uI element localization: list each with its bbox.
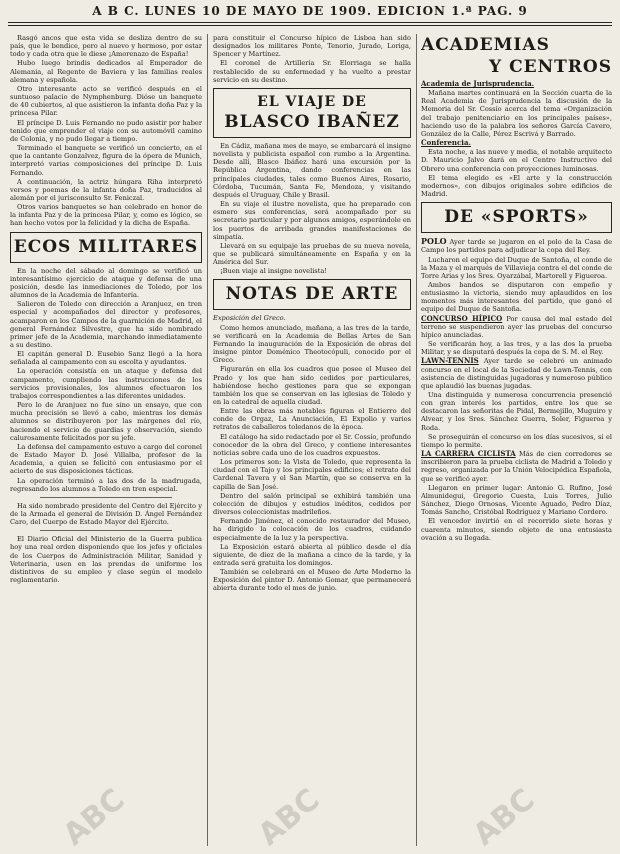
paragraph-text: Ayer tarde se jugaron en el polo de la Casa de Campo los partidos para adjudicar la copa del Rey. [421,238,612,255]
kicker: CONCURSO HÍPICO [421,313,503,323]
paragraph [421,315,612,339]
page-header: A B C. LUNES 10 DE MAYO DE 1909. EDICION 1.ª PAG. 9 [92,4,528,18]
paragraph [421,237,612,254]
paragraph: En su viaje el ilustre novelista, que ha preparado con esmero sus conferencias, será acompañado por su secretario particular y por algunos amigos, esperándole en los puertos de arribada grandes manifestaciones de simpatía. [213,200,411,241]
paragraph: La Exposición estará abierta al público desde el día siguiente, de diez de la mañana a cinco de la tarde, y la entrada será gratuita los domingos. [213,542,411,567]
section-heading-box [421,202,612,233]
paragraph: En la noche del sábado al domingo se verificó un interesantísimo ejercicio de ataque y defensa de una posición, desde las inmediaciones de Toledo, por los alumnos de la Academia de Infantería. [10,266,202,300]
paragraph: El catálogo ha sido redactado por el Sr. Cossío, profundo conocedor de la obra del Greco, y contiene interesantes noticias sobre cada uno de los cuadros expuestos. [213,432,411,457]
watermark-logo: ABC [56,782,132,853]
paragraph-text: Más de cien corredores se inscribieron para la prueba ciclista de Madrid a Toledo y regreso, organizada por la Unión Velocipédica Española, que se verificó ayer. [421,450,612,483]
separator [40,497,172,498]
paragraph: ¡Buen viaje al insigne novelista! [220,267,327,276]
kicker: LA CARRERA CICLISTA [421,449,516,459]
paragraph: Fernando Jiménez, el conocido restaurador del Museo, ha dirigido la colocación de los cuadros, cuidando especialmente de la luz y la perspectiva. [213,517,411,542]
paragraph: Pero lo de Aranjuez no fue sino un ensayo, que con mucha precisión se llevó a cabo, mientras los demás alumnos se distribuyeron por las márgenes del río, haciendo el servicio de guardias y observación, siendo calurosamente felicitados por su jefe. [10,401,202,442]
paragraph: Otro interesante acto se verificó después en el suntuoso palacio de Nymphenburg. Dióse un banquete de 40 cubiertos, al que asistieron la infanta doña Paz y la princesa Pilar. [10,84,202,118]
lead-text: Exposición del Greco. [213,314,286,323]
paragraph [421,139,612,147]
lead-polo: POLO [421,236,447,247]
kicker: LAWN-TENNIS [421,356,479,366]
paragraph [421,80,612,88]
paragraph-lead [213,314,411,322]
paragraph-text: Por causa del mal estado del terreno se suspendieron ayer las pruebas del concurso hípico anunciadas. [421,314,612,339]
paragraph: El tema elegido es «El arte y la construcción modernos», con dibujos originales sobre edificios de Madrid. [421,173,612,199]
paragraph [421,450,612,483]
kicker: Conferencia. [421,138,471,148]
paragraph: Llevará en su equipaje las pruebas de su nueva novela, que se publicará simultáneamente en España y en la América del Sur. [213,241,411,267]
paragraph: A continuación, la actriz húngara Riha interpretó versos y poemas de la infanta doña Paz, traducidos al alemán por el jurisconsulto Sr. Feniczal. [10,177,202,202]
paragraph: Rasgó ancos que esta vida se desliza dentro de su país, que le bendice, pero al nuevo y hermoso, por estar todo y cada otra que le diese ¡Amorenazo de España! [10,34,202,59]
paragraph: Entre las obras más notables figuran el Entierro del conde de Orgaz, La Anunciación, El Expolio y varios retratos de caballeros toledanos de la época. [213,407,411,432]
paragraph: Ambos bandos se disputaron con empeño y entusiasmo la victoria, siendo muy aplaudidos en los momentos más interesantes del partido, que ganó el equipo del Duque de Santoña. [421,280,612,314]
column-1 [10,34,202,585]
paragraph: Terminado el banquete se verificó un concierto, en el que la cantante Gonzalvez, figura de la ópera de Munich, interpretó varias composiciones del príncipe D. Luis Fernando. [10,144,202,177]
paragraph: Se verificarán hoy, a las tres, y a las dos la prueba Militar, y se disputará después la copa de S. M. el Rey. [421,340,612,357]
separator [40,530,172,531]
column-divider-1 [207,34,208,846]
section-title-ecos-militares: ECOS MILITARES [13,236,199,257]
column-3 [421,34,612,543]
section-heading-box [213,279,411,310]
paragraph: La operación consistía en un ataque y defensa del campamento, cumpliendo las instrucciones de los servicios provisionales, los alumnos efectuaron los trabajos correspondientes a las diferentes unidades. [10,367,202,400]
paragraph: La operación terminó a las dos de la madrugada, regresando los alumnos a Toledo en tren especial. [10,476,202,493]
paragraph: para constituir el Concurso hípico de Lisboa han sido designados los militares Ponte, Tenorio, Jurado, Loriga, Spencer y Martínez. [213,34,411,59]
section-title-blasco-ibanez: BLASCO IBAÑEZ [224,111,400,132]
paragraph: Figurarán en ella los cuadros que posee el Museo del Prado y los que han sido cedidos por particulares, habiéndose hecho gestiones para que se expongan también los que se conservan en las iglesias de Toledo y en la catedral de aquella ciudad. [213,365,411,406]
section-title-academias: ACADEMIAS [421,35,550,55]
section-title-y-centros: Y CENTROS [489,57,612,77]
paragraph: Los primeros son: la Vista de Toledo, que representa la ciudad con el Tajo y los principales edificios; el retrato del Cardenal Tavera y el San Martín, que se conserva en la capilla de San José. [213,458,411,491]
paragraph: El capitán general D. Eusebio Sanz llegó a la hora señalada al campamento con su escolta y ayudantes. [10,350,202,367]
paragraph: Esta noche, a las nueve y media, el notable arquitecto D. Mauricio Jalvo dará en el Centro Instructivo del Obrero una conferencia con proyecciones luminosas. [421,148,612,173]
paragraph: Salieron de Toledo con dirección a Aranjuez, en tren especial y acompañados del director y profesores, acamparon en los Campos de la guarnición de Madrid, el general Fernández Silvestre, que ha sido nombrado primer jefe de la Academia, marchando inmediatamente a su destino. [10,300,202,349]
section-title-el-viaje: EL VIAJE DE [257,93,367,110]
paragraph: Dentro del salón principal se exhibirá también una colección de dibujos y estudios inéditos, cedidos por diversos coleccionistas madrileños. [213,491,411,517]
paragraph: El príncipe D. Luis Fernando no pudo asistir por haber tenido que emprender el viaje con su automóvil camino de Colonia, y no pudo llegar a tiempo. [10,118,202,143]
watermark-logo: ABC [466,782,542,853]
watermark-logo: ABC [251,782,327,853]
paragraph: Otros varios banquetes se han celebrado en honor de la infanta Paz y de la princesa Pilar, y, como es lógico, se han hecho votos por la felicidad y la dicha de España. [10,203,202,228]
paragraph-text: Ayer tarde se celebró un animado concurso en el local de la Sociedad de Lawn-Tennis, con asistencia de distinguidas jugadoras y numeroso público que aplaudió las buenas jugadas. [421,357,612,390]
paragraph: Mañana martes continuará en la Sección cuarta de la Real Academia de Jurisprudencia la discusión de la Memoria del Sr. Cossío acerca del tema «Organización del trabajo penitenciario en los principales países», haciendo uso de la palabra los señores García Cavero, González de la Calle, Pérez Escrivá y Barrado. [421,89,612,138]
section-title-de-sports: DE «SPORTS» [444,207,589,228]
paragraph: Hubo luego brindis dedicados al Emperador de Alemania, al Regente de Baviera y las familias reales alemana y española. [10,59,202,84]
paragraph: Se proseguirán el concurso en los días sucesivos, si el tiempo lo permite. [421,432,612,449]
paragraph: El vencedor invirtió en el recorrido siete horas y cuarenta minutos, siendo objeto de una entusiasta ovación a su llegada. [421,517,612,542]
header-rule-bottom [8,25,612,26]
paragraph [421,357,612,390]
kicker: Academia de Jurisprudencia. [421,79,535,88]
paragraph: Llegaron en primer lugar: Antonio G. Rufino, José Almunidegui, Gregorio Cuesta, Luis Torres, Julio Sánchez, Diego Ornosas, Vicente Aguado, Pedro Díaz, Tomás Sancho, Cristóbal Rodríguez y Mariano Cordero. [421,483,612,517]
paragraph: La defensa del campamento estuvo a cargo del coronel de Estado Mayor D. José Villalba, profesor de la Academia, a quien se felicitó con entusiasmo por el acierto de sus disposiciones tácticas. [10,442,202,476]
paragraph: Lucharon el equipo del Duque de Santoña, el conde de la Maza y el marqués de Villavieja contra el del conde de Torre Arias y los Sres. Oyarzábal, Martorell y Figueroa. [421,255,612,280]
column-2 [213,34,411,594]
column-divider-2 [416,34,417,846]
section-heading-box [213,88,411,138]
paragraph: Como hemos anunciado, mañana, a las tres de la tarde, se verificará en la Academia de Bellas Artes de San Fernando la inauguración de la Exposición de obras del insigne pintor Doménico Theotocópuli, conocido por el Greco. [213,323,411,365]
paragraph: Ha sido nombrado presidente del Centro del Ejército y de la Armada el general de División D. Ángel Fernández Caro, del Cuerpo de Estado Mayor del Ejército. [10,501,202,527]
paragraph: El Diario Oficial del Ministerio de la Guerra publica hoy una real orden disponiendo que los jefes y oficiales de los Cuerpos de Administración Militar, Sanidad y Veterinaria, usen en las prendas de uniforme los distintivos de su empleo y clase según el modelo reglamentario. [10,535,202,585]
paragraph: En Cádiz, mañana mes de mayo, se embarcará el insigne novelista y publicista español con rumbo a la Argentina. Desde allí, Blasco Ibáñez hará una excursión por la República Argentina, dando conferencias en las principales ciudades, tales como Buenos Aires, Rosario, Córdoba, Tucumán, Santa Fe, Mendoza, y visitando después el Uruguay, Chile y Brasil. [213,141,411,199]
paragraph: El coronel de Artillería Sr. Elorriaga se halla restablecido de su enfermedad y ha vuelto a prestar servicio en su destino. [213,59,411,84]
paragraph: Una distinguida y numerosa concurrencia presenció con gran interés los partidos, entre los que se destacaron las señoritas de Pidal, Bermejillo, Muguiro y Alvear, y los Sres. Sánchez Guerra, Soler, Figueroa y Roda. [421,391,612,432]
section-heading-box [10,232,202,263]
paragraph: También se celebrará en el Museo de Arte Moderno la Exposición del pintor D. Antonio Gomar, que permanecerá abierta durante todo el mes de junio. [213,568,411,593]
section-title-notas-de-arte: NOTAS DE ARTE [225,284,399,305]
header-rule-top [8,22,612,23]
